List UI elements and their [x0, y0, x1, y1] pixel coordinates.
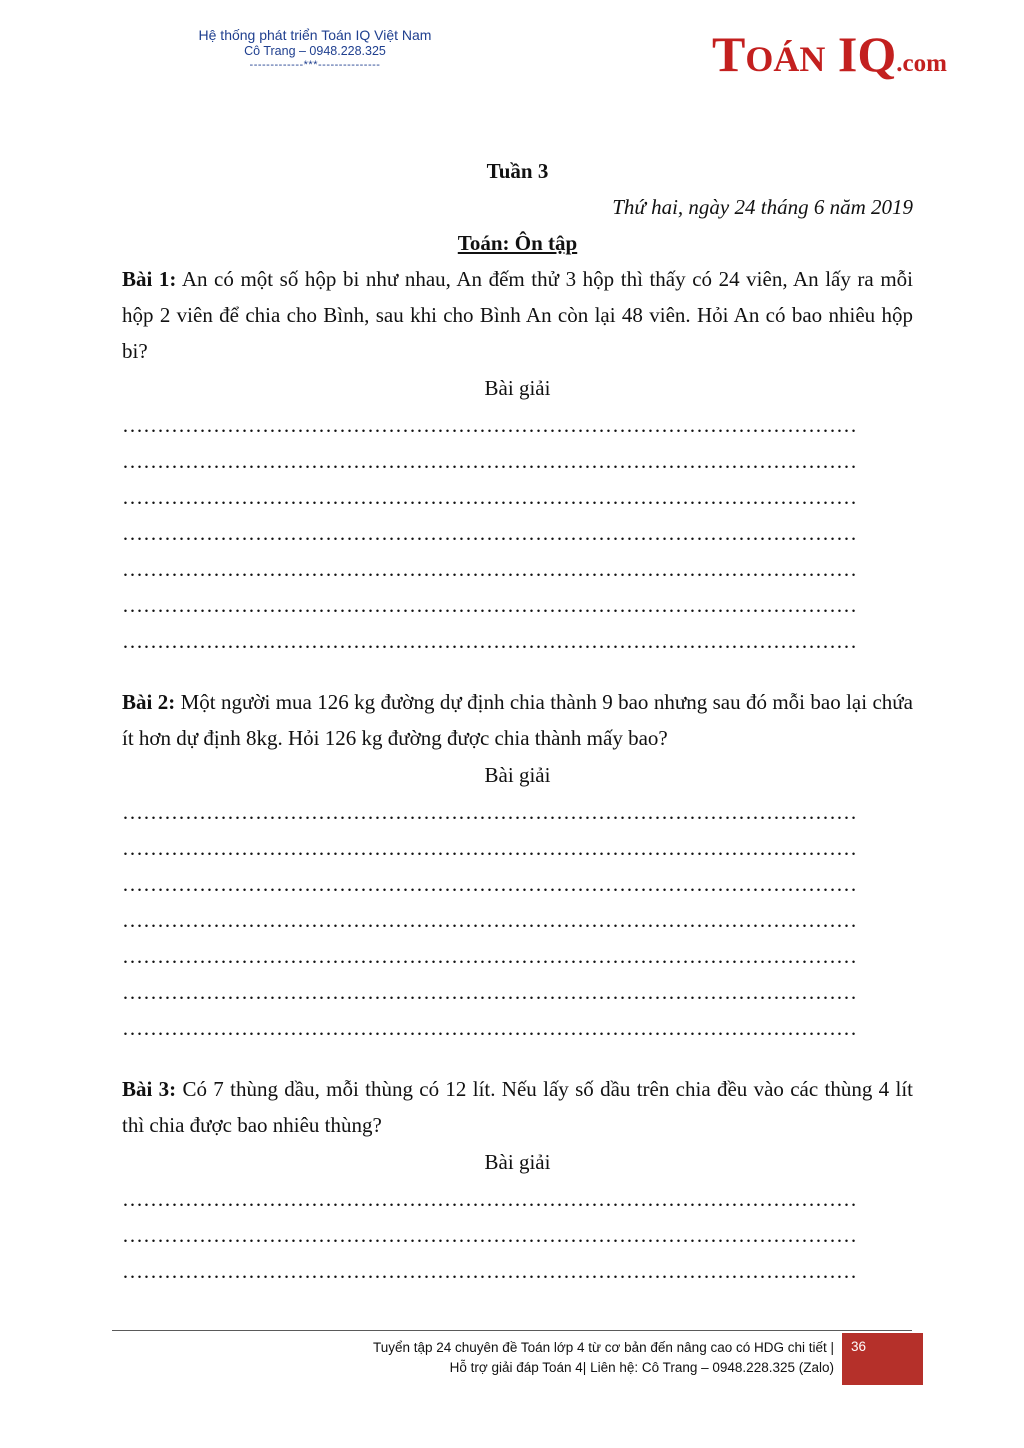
solution-label: Bài giải: [484, 763, 551, 787]
answer-line[interactable]: ……………………………………………………………………………………………: [122, 980, 857, 1004]
spacer: [122, 659, 913, 684]
footer-line-2: Hỗ trợ giải đáp Toán 4| Liên hệ: Cô Trang – 0948.228.325 (Zalo): [449, 1360, 834, 1375]
problem-label: Bài 1:: [122, 267, 177, 291]
answer-line[interactable]: ……………………………………………………………………………………………: [122, 1259, 857, 1283]
solution-label: Bài giải: [484, 1150, 551, 1174]
answer-line[interactable]: ……………………………………………………………………………………………: [122, 593, 857, 617]
toaniq-logo: [712, 26, 947, 82]
problem-3: [122, 1071, 913, 1289]
logo-t: T: [712, 26, 746, 82]
answer-line[interactable]: ……………………………………………………………………………………………: [122, 413, 857, 437]
answer-line[interactable]: ……………………………………………………………………………………………: [122, 1016, 857, 1040]
answer-line[interactable]: ……………………………………………………………………………………………: [122, 1187, 857, 1211]
problem-text: Một người mua 126 kg đường dự định chia thành 9 bao nhưng sau đó mỗi bao lại chứa ít hơn dự định 8kg. Hỏi 126 kg đường được chia thành mấy bao?: [122, 690, 913, 750]
problem-statement: [122, 261, 913, 369]
problem-text: Có 7 thùng dầu, mỗi thùng có 12 lít. Nếu lấy số dầu trên chia đều vào các thùng 4 lít thì chia được bao nhiêu thùng?: [122, 1077, 913, 1137]
date-line: Thứ hai, ngày 24 tháng 6 năm 2019: [612, 195, 913, 219]
answer-line[interactable]: ……………………………………………………………………………………………: [122, 944, 857, 968]
footer-text: [373, 1338, 834, 1378]
footer-line-1: Tuyển tập 24 chuyên đề Toán lớp 4 từ cơ bản đến nâng cao có HDG chi tiết |: [372, 1340, 834, 1355]
solution-label: Bài giải: [484, 376, 551, 400]
page-number: 36: [851, 1339, 867, 1354]
subject-heading: Toán: Ôn tập: [457, 231, 578, 255]
header-left: [150, 27, 480, 72]
footer-divider: [112, 1330, 912, 1331]
header-org: Hệ thống phát triển Toán IQ Việt Nam: [198, 27, 432, 43]
logo-iq: IQ: [825, 26, 897, 82]
answer-line[interactable]: ……………………………………………………………………………………………: [122, 908, 857, 932]
answer-line[interactable]: ……………………………………………………………………………………………: [122, 1223, 857, 1247]
page-number-badge: [842, 1333, 923, 1385]
answer-lines: [122, 1181, 913, 1289]
answer-line[interactable]: ……………………………………………………………………………………………: [122, 800, 857, 824]
document-body: [122, 153, 913, 1289]
problem-statement: [122, 684, 913, 756]
answer-line[interactable]: ……………………………………………………………………………………………: [122, 485, 857, 509]
answer-line[interactable]: ……………………………………………………………………………………………: [122, 557, 857, 581]
answer-line[interactable]: ……………………………………………………………………………………………: [122, 629, 857, 653]
problem-label: Bài 3:: [122, 1077, 177, 1101]
spacer: [122, 1046, 913, 1071]
answer-line[interactable]: ……………………………………………………………………………………………: [122, 449, 857, 473]
answer-line[interactable]: ……………………………………………………………………………………………: [122, 836, 857, 860]
problem-statement: [122, 1071, 913, 1143]
header-contact: Cô Trang – 0948.228.325: [244, 44, 386, 58]
answer-line[interactable]: ……………………………………………………………………………………………: [122, 872, 857, 896]
problem-1: [122, 261, 913, 659]
header-divider: -------------***---------------: [249, 59, 381, 71]
logo-com: .com: [896, 50, 947, 77]
page-title: Tuần 3: [486, 159, 549, 183]
answer-lines: [122, 794, 913, 1046]
problem-text: An có một số hộp bi như nhau, An đếm thử 3 hộp thì thấy có 24 viên, An lấy ra mỗi hộp 2 viên để chia cho Bình, sau khi cho Bình An còn lại 48 viên. Hỏi An có bao nhiêu hộp bi?: [122, 267, 913, 363]
problem-label: Bài 2:: [122, 690, 176, 714]
answer-lines: [122, 407, 913, 659]
problem-2: [122, 684, 913, 1046]
answer-line[interactable]: ……………………………………………………………………………………………: [122, 521, 857, 545]
logo-oan: OÁN: [745, 39, 826, 79]
